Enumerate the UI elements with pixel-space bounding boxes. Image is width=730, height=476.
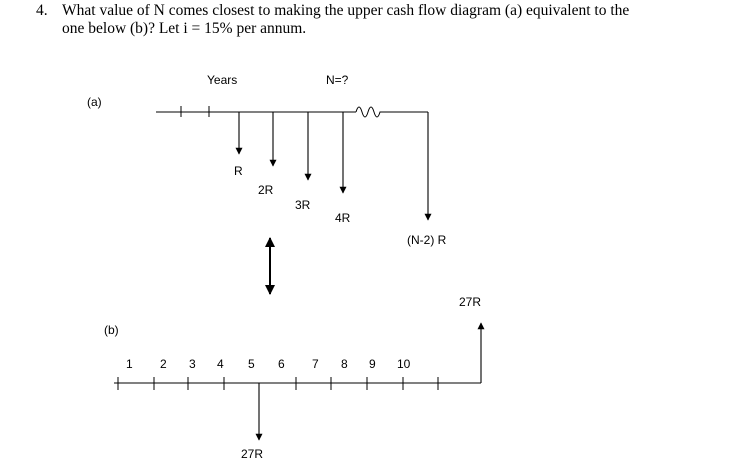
n-label: N=? (326, 73, 349, 87)
flow-label: 4R (335, 211, 351, 225)
period-label: 5 (248, 357, 255, 371)
flow-label: 3R (295, 198, 311, 212)
period-label: 10 (397, 357, 411, 371)
period-label: 4 (217, 357, 224, 371)
flow-label: (N-2) R (407, 233, 447, 247)
question-line-1: What value of N comes closest to making the upper cash flow diagram (a) equivalent to the (62, 2, 630, 19)
diagram-a-label: (a) (87, 95, 102, 109)
timeline-break-squiggle (356, 107, 428, 117)
period-label: 7 (312, 357, 319, 371)
period-label: 1 (126, 357, 133, 371)
diagram-b-label: (b) (104, 323, 119, 337)
period-label: 2 (160, 357, 167, 371)
period-label: 6 (278, 357, 285, 371)
flow-label: R (234, 164, 243, 178)
inflow-label: 27R (459, 295, 482, 309)
question-line-2: one below (b)? Let i = 15% per annum. (62, 20, 307, 37)
question-number: 4. (36, 2, 48, 19)
period-label: 9 (369, 357, 376, 371)
diagram-b (104, 295, 481, 461)
period-label: 3 (189, 357, 196, 371)
diagram-a (87, 73, 447, 247)
flow-label: 2R (258, 183, 274, 197)
period-label: 8 (341, 357, 348, 371)
years-label: Years (207, 73, 238, 87)
outflow-label: 27R (241, 447, 264, 461)
